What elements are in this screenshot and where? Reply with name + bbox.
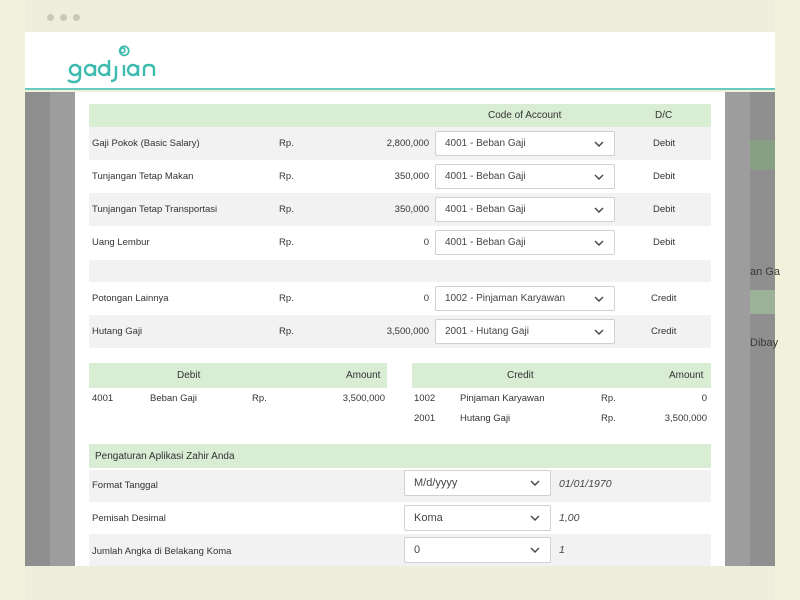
table-row — [89, 282, 711, 315]
debit-currency: Rp. — [252, 393, 267, 404]
credit-amount-header: Amount — [669, 370, 704, 381]
settings-label: Pemisah Desimal — [92, 513, 166, 524]
chevron-down-icon — [530, 513, 540, 523]
chevron-down-icon — [530, 545, 540, 555]
account-select[interactable]: 1002 - Pinjaman Karyawan — [435, 286, 615, 311]
credit-summary-row — [412, 388, 711, 408]
row-amount: 0 — [423, 293, 429, 304]
account-select[interactable]: 4001 - Beban Gaji — [435, 164, 615, 189]
credit-name: Hutang Gaji — [460, 413, 511, 424]
row-dc: Debit — [653, 138, 676, 149]
decimal-separator-select[interactable]: Koma — [404, 505, 551, 531]
row-currency: Rp. — [279, 138, 294, 149]
window-title-bar — [25, 0, 775, 32]
debit-summary-row — [89, 388, 387, 408]
window-dot-icon — [60, 14, 67, 21]
account-select[interactable]: 2001 - Hutang Gaji — [435, 319, 615, 344]
credit-name: Pinjaman Karyawan — [460, 393, 545, 404]
settings-row — [89, 470, 711, 502]
row-amount: 350,000 — [394, 204, 429, 215]
row-dc: Credit — [651, 326, 677, 337]
credit-summary-row — [412, 408, 711, 428]
background-text: an Ga — [750, 266, 780, 278]
debit-code: 4001 — [92, 393, 114, 404]
date-format-select[interactable]: M/d/yyyy — [404, 470, 551, 496]
chevron-down-icon — [594, 172, 604, 182]
chevron-down-icon — [530, 478, 540, 488]
account-select[interactable]: 4001 - Beban Gaji — [435, 131, 615, 156]
chevron-down-icon — [594, 327, 604, 337]
debit-summary-header — [89, 363, 387, 388]
credit-amount: 0 — [701, 393, 707, 404]
row-dc: Debit — [653, 204, 676, 215]
window-dot-icon — [73, 14, 80, 21]
credit-amount: 3,500,000 — [664, 413, 707, 424]
chevron-down-icon — [594, 294, 604, 304]
row-label: Gaji Pokok (Basic Salary) — [92, 138, 200, 149]
decimal-digits-preview: 1 — [559, 544, 565, 556]
table-row — [89, 193, 711, 226]
credit-summary-header — [412, 363, 711, 388]
settings-label: Jumlah Angka di Belakang Koma — [92, 546, 232, 557]
account-mapping-panel — [75, 92, 725, 566]
row-amount: 0 — [423, 237, 429, 248]
debit-summary-title: Debit — [177, 370, 201, 381]
credit-currency: Rp. — [601, 393, 616, 404]
background-text: Dibay — [750, 337, 779, 349]
row-label: Tunjangan Tetap Makan — [92, 171, 194, 182]
app-header — [25, 32, 775, 90]
gadjian-logo[interactable] — [69, 40, 169, 82]
table-row — [89, 160, 711, 193]
row-dc: Credit — [651, 293, 677, 304]
credit-code: 2001 — [414, 413, 436, 424]
row-label: Uang Lembur — [92, 237, 150, 248]
row-label: Hutang Gaji — [92, 326, 143, 337]
row-amount: 350,000 — [394, 171, 429, 182]
row-label: Potongan Lainnya — [92, 293, 169, 304]
credit-code: 1002 — [414, 393, 436, 404]
row-currency: Rp. — [279, 293, 294, 304]
credit-summary-title: Credit — [507, 370, 534, 381]
row-dc: Debit — [653, 171, 676, 182]
decimal-separator-preview: 1,00 — [559, 512, 580, 524]
row-dc: Debit — [653, 237, 676, 248]
header-code-of-account: Code of Account — [488, 110, 562, 121]
decimal-digits-select[interactable]: 0 — [404, 537, 551, 563]
chevron-down-icon — [594, 238, 604, 248]
date-format-preview: 01/01/1970 — [559, 478, 612, 490]
account-select[interactable]: 4001 - Beban Gaji — [435, 197, 615, 222]
table-row — [89, 315, 711, 348]
row-label: Tunjangan Tetap Transportasi — [92, 204, 218, 215]
table-row — [89, 226, 711, 259]
settings-row — [89, 502, 711, 534]
grid-header — [89, 104, 711, 127]
chevron-down-icon — [594, 139, 604, 149]
background-left-strip — [25, 92, 50, 566]
background-right-strip — [750, 92, 780, 566]
table-spacer-row — [89, 260, 711, 282]
debit-amount: 3,500,000 — [342, 393, 385, 404]
row-currency: Rp. — [279, 204, 294, 215]
settings-row — [89, 534, 711, 566]
table-row — [89, 127, 711, 160]
credit-currency: Rp. — [601, 413, 616, 424]
row-currency: Rp. — [279, 237, 294, 248]
row-currency: Rp. — [279, 326, 294, 337]
debit-amount-header: Amount — [346, 370, 381, 381]
header-dc: D/C — [655, 110, 673, 121]
row-currency: Rp. — [279, 171, 294, 182]
chevron-down-icon — [594, 205, 604, 215]
settings-title: Pengaturan Aplikasi Zahir Anda — [95, 451, 235, 462]
row-amount: 3,500,000 — [386, 326, 429, 337]
window-dot-icon — [47, 14, 54, 21]
account-select[interactable]: 4001 - Beban Gaji — [435, 230, 615, 255]
debit-name: Beban Gaji — [150, 393, 198, 404]
settings-label: Format Tanggal — [92, 480, 158, 491]
row-amount: 2,800,000 — [386, 138, 429, 149]
bottom-bar — [25, 566, 775, 600]
settings-header — [89, 444, 711, 468]
